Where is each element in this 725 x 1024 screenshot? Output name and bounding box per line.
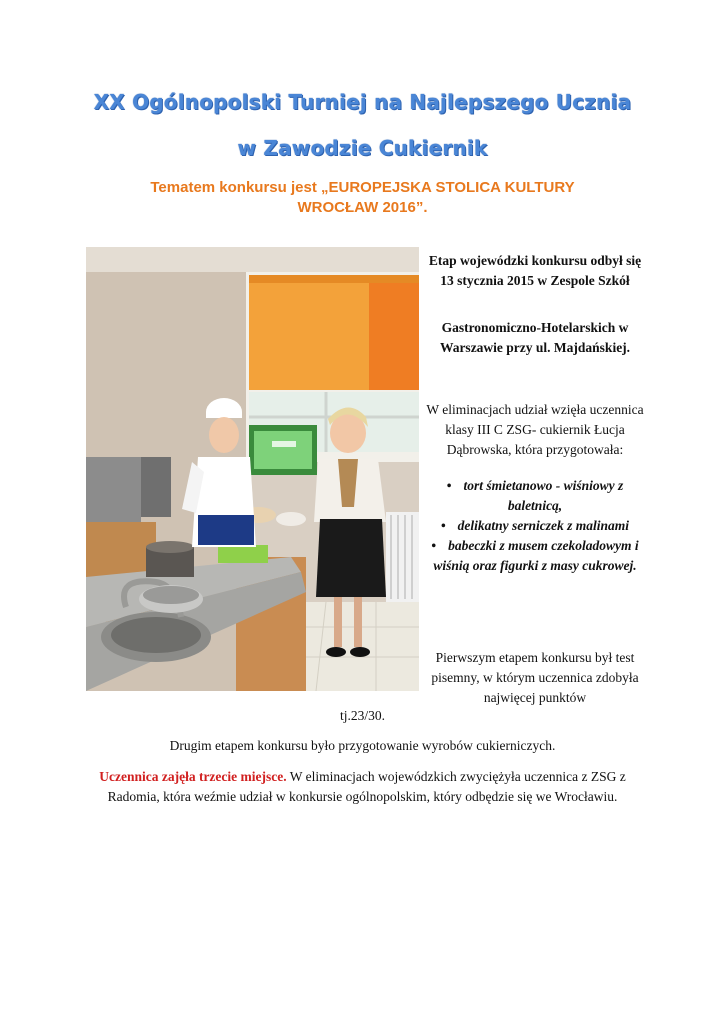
bullet-icon: • [446, 478, 452, 493]
second-stage-paragraph: Drugim etapem konkursu było przygotowanie wyrobów cukierniczych. [169, 738, 556, 753]
score-text: tj.23/30. [339, 708, 385, 723]
bullet-icon: • [440, 518, 446, 533]
subtitle-line-2: WROCŁAW 2016”. [297, 199, 428, 216]
subtitle-line-1: Tematem konkursu jest „EUROPEJSKA STOLICA KULTURY [150, 179, 575, 196]
kitchen-photo [86, 247, 419, 691]
first-stage-paragraph: Pierwszym etapem konkursu był test pisemny, w którym uczennica zdobyła najwięcej punktów [431, 650, 639, 705]
event-location-paragraph: Gastronomiczno-Hotelarskich w Warszawie przy ul. Majdańskiej. [439, 320, 631, 355]
event-date-paragraph: Etap wojewódzki konkursu odbył się 13 stycznia 2015 w Zespole Szkół [428, 253, 642, 288]
result-rest: W eliminacjach wojewódzkich zwyciężyła uczennica z ZSG z Radomia, która weźmie udział w konkursie ogólnopolskim, który odbędzie się we Wrocławiu. [107, 769, 626, 804]
participant-paragraph: W eliminacjach udział wzięła uczennica klasy III C ZSG- cukiernik Łucja Dąbrowska, która przygotowała: [426, 402, 644, 457]
page-title-line-1: XX Ogólnopolski Turniej na Najlepszego Ucznia [93, 90, 632, 114]
result-paragraph [0, 767, 725, 807]
list-item: • delikatny serniczek z malinami [440, 518, 630, 533]
page-title-line-2: w Zawodzie Cukiernik [237, 136, 488, 160]
list-item: • tort śmietanowo - wiśniowy z baletnicą, [446, 478, 624, 513]
list-item: • babeczki z musem czekoladowym i wiśnią oraz figurki z masy cukrowej. [431, 538, 639, 573]
prepared-items-list [425, 476, 645, 576]
bullet-icon: • [431, 538, 437, 553]
result-highlight: Uczennica zajęła trzecie miejsce. [99, 769, 287, 784]
